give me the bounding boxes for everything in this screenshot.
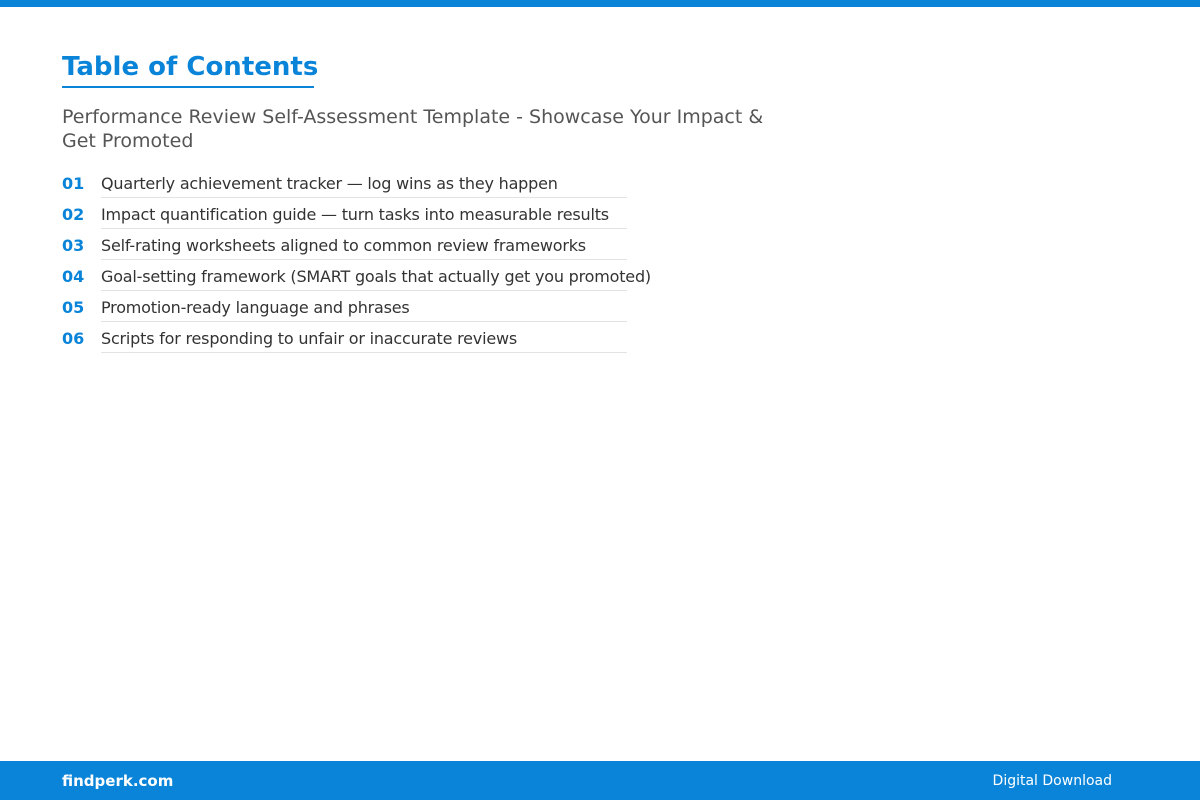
- toc-item-number: 05: [62, 298, 85, 317]
- toc-item-label: Quarterly achievement tracker — log wins as they happen: [101, 170, 627, 198]
- top-accent-bar: [0, 0, 1200, 7]
- toc-item-number: 06: [62, 329, 85, 348]
- toc-item-number: 02: [62, 205, 85, 224]
- toc-item-label: Impact quantification guide — turn tasks into measurable results: [101, 201, 627, 229]
- toc-item: [62, 232, 632, 263]
- toc-item-number: 01: [62, 174, 85, 193]
- toc-item-label: Scripts for responding to unfair or inaccurate reviews: [101, 325, 627, 353]
- document-subtitle: Performance Review Self-Assessment Template - Showcase Your Impact & Get Promoted: [62, 106, 764, 152]
- toc-item: [62, 325, 632, 356]
- toc-item-number: 04: [62, 267, 85, 286]
- table-of-contents-list: [62, 170, 651, 356]
- toc-item-label: Self-rating worksheets aligned to common review frameworks: [101, 232, 627, 260]
- toc-item: [62, 201, 632, 232]
- footer-site-name: findperk.com: [62, 772, 174, 790]
- toc-item-label: Goal-setting framework (SMART goals that actually get you promoted): [101, 263, 627, 291]
- title-underline: [62, 86, 314, 88]
- toc-item: [62, 263, 651, 294]
- page-title: Table of Contents: [62, 52, 319, 82]
- footer-bar: [0, 761, 1200, 800]
- footer-download-label: Digital Download: [992, 773, 1112, 789]
- toc-item-label: Promotion-ready language and phrases: [101, 294, 627, 322]
- toc-item: [62, 294, 632, 325]
- toc-item: [62, 170, 632, 201]
- toc-item-number: 03: [62, 236, 85, 255]
